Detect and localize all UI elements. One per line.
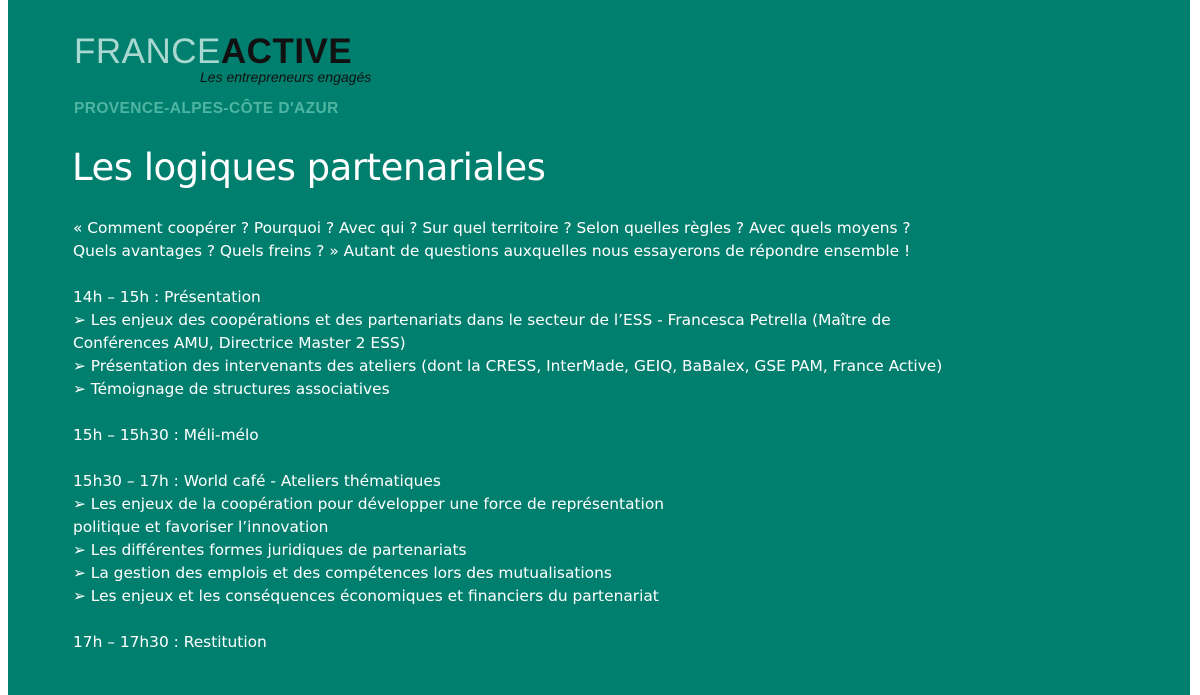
france-active-logo	[74, 34, 434, 124]
logo-tagline: Les entrepreneurs engagés	[200, 69, 372, 85]
session-item: ➢ Les enjeux et les conséquences économiques et financiers du partenariat	[73, 587, 659, 605]
session-heading: 15h – 15h30 : Méli-mélo	[73, 426, 259, 444]
session-item: politique et favoriser l’innovation	[73, 518, 329, 536]
logo-active-text: ACTIVE	[220, 32, 353, 71]
intro-line: Quels avantages ? Quels freins ? » Autant de questions auxquelles nous essayerons de répondre ensemble !	[73, 242, 911, 260]
session-item: ➢ Témoignage de structures associatives	[73, 380, 390, 398]
logo-wordmark	[74, 34, 352, 69]
session-item: ➢ Les enjeux de la coopération pour développer une force de représentation	[73, 495, 665, 513]
session-item: ➢ Présentation des intervenants des ateliers (dont la CRESS, InterMade, GEIQ, BaBalex, GSE PAM, France Active)	[73, 357, 943, 375]
logo-region: PROVENCE-ALPES-CÔTE D'AZUR	[74, 100, 339, 117]
session-heading: 14h – 15h : Présentation	[73, 288, 261, 306]
session-item: ➢ Les différentes formes juridiques de partenariats	[73, 541, 467, 559]
session-item: ➢ La gestion des emplois et des compétences lors des mutualisations	[73, 564, 612, 582]
session-heading: 17h – 17h30 : Restitution	[73, 633, 267, 651]
intro-line: « Comment coopérer ? Pourquoi ? Avec qui ? Sur quel territoire ? Selon quelles règles ? Avec quels moyens ?	[73, 219, 911, 237]
session-heading: 15h30 – 17h : World café - Ateliers thématiques	[73, 472, 441, 490]
program-content	[73, 217, 1183, 654]
session-item: ➢ Les enjeux des coopérations et des partenariats dans le secteur de l’ESS - Francesca Petrella (Maître de	[73, 311, 891, 329]
slide	[8, 0, 1190, 695]
session-item: Conférences AMU, Directrice Master 2 ESS)	[73, 334, 406, 352]
logo-france-text: FRANCE	[74, 32, 221, 71]
page-title: Les logiques partenariales	[72, 146, 546, 189]
